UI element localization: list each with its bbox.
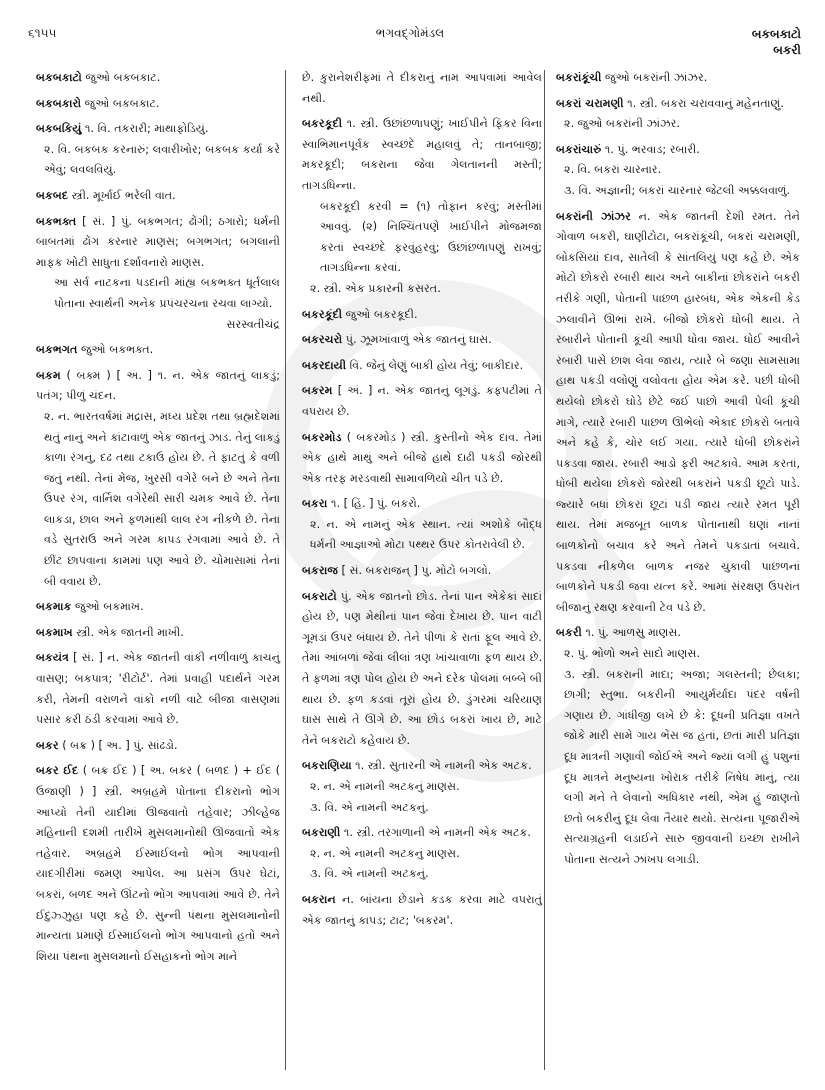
definition-text: ( બક્ર ઈદ ) [ અ. બકર ( બળદ ) + ઈદ ( ઉજાણી ) ] સ્ત્રી. અબ્રહમે પોતાના દીકરાનો ભોગ આપ્યો તેની યાદીમાં ઊજવાતો તહેવાર; ઝીલ્હેજ મહિનાની દશમી તારીખે મુસલમાનોથી ઊજવાતો એક તહેવાર. અબ્રહમે ઈસ્માઈલનો ભોગ આપવાની યાદગીરીમાં જમણ આપેલ. આ પ્રસંગ ઉપર ઘેટાં, બકરાં, બળદ અને ઊંટનો ભોગ આપવામાં આવે છે. તેને ઈદુઝ્ઝુહા પણ કહે છે. સુન્ની પંથના મુસલમાનોની માન્યતા પ્રમાણે ઈસ્માઈલનો ભોગ આપવાનો હતો અને શિયા પંથના મુસલમાનો ઈસહાકનો ભોગ માને — [36, 764, 281, 963]
dictionary-entry — [302, 561, 542, 582]
dictionary-entry — [302, 756, 542, 818]
definition-text: ૧. વિ. તકરારી; માથાફોડિયું. — [81, 122, 209, 136]
page-header — [0, 26, 825, 66]
headword: બકરા — [302, 497, 328, 511]
definition-text: પું. ઝૂમખાંવાળું એક જાતનું ઘાસ. — [342, 333, 492, 347]
sub-sense: ૨. પું. ભોળો અને સાદો માણસ. — [564, 647, 700, 661]
headword: બકબદ — [36, 188, 69, 202]
headword: બકરાં ચરામણી — [556, 96, 624, 110]
column-3 — [556, 68, 800, 876]
dictionary-entry — [36, 212, 280, 336]
sub-sense: ૩. સ્ત્રી. બકરાની માદા; અજા; ગલસ્તની; છેલકા; છાગી; સ્તુભા. બકરીની આયુર્મર્યાદા પંદર વર્ષની ગણાય છે. ગાંધીજી લખે છે કે: દૂધની પ્રતિજ્ઞા વખતે જોકે મારી સામે ગાય ભેંસ જ હતાં, છતાં મારી પ્રતિજ્ઞા દૂધ માત્રની ગણાવી જોઈએ અને જ્યાં લગી હું પશુનાં દૂધ માત્રને મનુષ્યના ખોરાક તરીકે નિષેધ માનું, ત્યાં લગી મને તે લેવાનો અધિકાર નથી, એમ હું જાણતો છતો બકરીનું દૂધ લેવા તૈયાર થયો. સત્યના પૂજારીએ સત્યાગ્રહની લડાઈને સારુ જીવવાની ઇચ્છા રાખીને પોતાના સત્યને ઝાંખપ લગાડી. — [564, 667, 800, 866]
headword: બકરચરો — [302, 333, 343, 347]
headword: બકરકૂદી — [302, 117, 343, 131]
definition-text: ૧. સ્ત્રી. બકરાં ચરાવવાનું મહેનતાણું. — [623, 96, 784, 110]
headword: બકભગત — [36, 343, 78, 357]
dictionary-entry — [36, 94, 280, 115]
dictionary-entry — [36, 68, 280, 89]
dictionary-entry — [302, 823, 542, 885]
dictionary-entry — [36, 648, 280, 730]
headword: બકબકારો — [36, 96, 82, 110]
headword: બકર ઈદ — [36, 764, 79, 778]
sub-sense: ૩. વિ. એ નામની અટકનું. — [310, 867, 429, 881]
quote-source: સરસ્વતીચંદ્ર — [226, 317, 280, 331]
dictionary-entry — [36, 761, 280, 967]
definition-text: જુઓ બકરાંની ઝાંઝર. — [601, 71, 708, 84]
column-2 — [302, 68, 542, 936]
headword: બકબકાટો — [36, 71, 82, 84]
sub-sense: ૩. વિ. એ નામની અટકનું. — [310, 800, 429, 814]
dictionary-entry — [302, 587, 542, 752]
definition-text: જુઓ બકરકૂદી. — [342, 307, 418, 321]
page-number: ૬૧૫૫ — [28, 26, 57, 40]
book-title: ભગવદ્ગોમંડલ — [375, 26, 445, 40]
definition-text: જુઓ બકબકાટ. — [81, 96, 160, 110]
sub-sense: ૨. વિ. બકરાં ચારનાર. — [564, 163, 662, 177]
dictionary-entry — [36, 623, 280, 644]
dictionary-entry — [36, 366, 280, 593]
headword: બકરદાયી — [302, 358, 347, 372]
headword: બકયંત્ર — [36, 651, 69, 665]
guide-word-first: બકબકાટો — [751, 27, 801, 41]
usage-quote: આ સર્વ નાટકના પડદાની માંહ્ય બકભક્ત ધૂર્તલાલ પોતાના સ્વાર્થની અનેક પ્રપંચરચના રચવા લાગ્યો. — [54, 276, 280, 310]
guide-words — [752, 26, 801, 58]
column-divider — [285, 70, 286, 1070]
headword: બકરાજ — [302, 564, 338, 578]
definition-text: [ સં. બકરાજન્ ] પું. મોટો બગલો. — [338, 564, 492, 578]
dictionary-entry — [302, 114, 542, 299]
definition-text: સ્ત્રી. મૂર્ખાઈ ભરેલી વાત. — [68, 188, 176, 202]
definition-text: [ સં. ] ન. એક જાતની વાંકી નળીવાળું કાચનું વાસણ; બકપાત્ર; 'રીટોર્ટ'. તેમાં પ્રવાહી પદાર્થને ગરમ કરી, તેમની વરાળને વાંકો નળી વાટે બીજા વાસણમાં પસાર કરી ઠંડી કરવામાં આવે છે. — [36, 651, 280, 727]
definition-text: પું. એક જાતનો છોડ. તેનાં પાન એકેકાં સાદાં હોય છે, પણ મેથીનાં પાન જેવાં દેખાય છે. પાન વાટી ગૂમડાં ઉપર બંધાય છે. તેને પીળાં કે રાતાં ફૂલ આવે છે. તેમાં આંબળાં જેવાં લીલાં ત્રણ ખાંચાવાળાં ફળ થાય છે. તે ફળમાં ત્રણ પોલ હોય છે અને દરેક પોલમાં બબ્બે બી થાય છે. ફળ કડવાં તૂરાં હોય છે. ડુંગરમાં ચરિયાણ ઘાસ સાથે તે ઊગે છે. આ છોડ બકરાં ખાય છે, માટે તેને બકરાટો કહેવાય છે. — [302, 589, 542, 747]
dictionary-entry — [556, 140, 800, 202]
dictionary-entry — [556, 207, 800, 619]
definition-text: ન. બાંયના છેડાને કડક કરવા માટે વપરાતું એક જાતનું કાપડ; ટાટ; 'બકરમ'. — [302, 892, 542, 927]
definition-text: વિ. જેનું લેણું બાકી હોય તેવું; બાકીદાર. — [346, 358, 524, 372]
headword: બકરાટો — [302, 589, 337, 603]
sub-sense: ૨. ન. ભારતવર્ષમાં મદ્રાસ, મધ્ય પ્રદેશ તથા બ્રહ્મદેશમાં થતું નાનું અને કાંટાવાળું એક જાતનું ઝાડ. તેનું લાકડું કાળા રંગનું, દઢ તથા ટકાઉ હોય છે. તે ફાટતું કે વળી જતું નથી. તેનાં મેજ, ખુરસી વગેરે બને છે અને તેના ઉપર રંગ, વાર્નિશ વગેરેથી સારી ચમક આવે છે. તેના લાકડા, છાલ અને ફળમાંથી લાલ રંગ નીકળે છે. તેના વડે સુતરાઉ અને ગરમ કાપડ રંગવામાં આવે છે. તે છીંટ છાપવાના કામમાં પણ આવે છે. ચોમાસામાં તેનાં બી વવાય છે. — [44, 409, 280, 588]
definition-text: ૧. સ્ત્રી. ઉછાંછળાપણું; ખાઈપીને ફિકર વિના સ્વાભિમાનપૂર્વક સ્વચ્છંદે મહાલવું તે; તાનબાજી; મકરકૂદી; બકરાના જેવા ગેલતાનની મસ્તી; તાગડધિન્ના. — [302, 117, 542, 192]
dictionary-entry — [36, 340, 280, 361]
definition-text: ૧. સ્ત્રી. તરગાળાની એ નામની એક અટક. — [340, 826, 531, 840]
dictionary-entry — [302, 68, 542, 109]
definition-text: ( બક્મ ) [ અ. ] ૧. ન. એક જાતનું લાકડું; પતંગ; પીળું ચંદન. — [36, 368, 280, 403]
sub-sense: ૨. જુઓ બકરાંની ઝાંઝર. — [564, 117, 680, 131]
dictionary-entry — [556, 623, 800, 870]
definition-text: ૧. [ હિં. ] પું. બકરો. — [327, 497, 421, 511]
headword: બકરાંચારું — [556, 142, 602, 156]
sub-sense: ૨. વિ. બકબક કરનારું; લવારીખોર; બકબક કર્યા કરે એવું; લવલવિયું. — [44, 142, 280, 177]
dictionary-entry — [556, 68, 800, 89]
definition-text: ન. એક જાતની દેશી રમત. તેને ગોવાળ બકરી, ઘાણીટોટા, બકરાંકૂંચી, બકરાં ચરામણી, બોકસિયાં દાવ, સાતેલી કે સાંતલિયું પણ કહે છે. એક મોટો છોકરો રબારી થાય અને બાકીનાં છોકરાંને બકરી તરીકે ગણી, પોતાની પાછળ હારબંધ, એક એકની કેડ ઝલાવીને ઊભાં રાખે. બીજો છોકરો ધોબી થાય. તે રબારીને પોતાની કૂંચી આપી ધોવા જાય. ધોઈ આવીને રબારી પાસે છાશ લેવા જાય, ત્યારે બે જણા સામસામા હાથ પકડી વલોણું વલોવતા હોય એમ કરે. પછી ધોબી થયેલો છોકરો ઘોડે છેટે જઈ પાછો આવી પેલી કૂંચી માગે, ત્યારે રબારી પાછળ ઊભેલો એકાદ છોકરો બતાવે અને કહે કે, ચોર લઈ ગયા. ત્યારે ધોબી છોકરાંને પકડવા જાય. રબારી આડો ફરી અટકાવે. આમ કરતાં, ધોબી થયેલા છોકરો જોરથી બકરાંને પકડી છૂટો પાડે. જ્યારે બધાં છોકરાં છૂટાં પડી જાય ત્યારે રમત પૂરી થાય. તેમાં મજબૂત બાળક પોતાનાથી ઘણાં નાનાં બાળકોનો બચાવ કરે અને તેમને પકડાતાં બચાવે. પકડવા નીકળેલ બાળક નજર ચુકાવી પાછળનાં બાળકોને પકડી જવા યત્ન કરે. આમાં સંરક્ષણ ઉપરાંત બીજાનું રક્ષણ કરવાની ટેવ પડે છે. — [556, 209, 800, 614]
definition-text: જુઓ બકબકાટ. — [81, 71, 161, 84]
column-divider — [544, 70, 545, 1070]
definition-text: [ સં. ] પું. બકભગત; ઢોંગી; ઠગારો; ધર્મની બાબતમાં ઢોંગ કરનાર માણસ; બગભગત; બગલાની માફક ખોટી સાધુતા દર્શાવનારો માણસ. — [36, 214, 280, 269]
definition-text: ૧. પું. ભરવાડ; રબારી. — [601, 142, 700, 156]
dictionary-entry — [36, 186, 280, 207]
dictionary-entry — [556, 94, 800, 135]
headword: બકરી — [556, 626, 582, 640]
headword: બકબકિયું — [36, 122, 82, 136]
headword: બકમાક — [36, 600, 72, 614]
headword: બકરાન — [302, 892, 336, 906]
definition-text: જુઓ બકમાખ. — [71, 600, 144, 614]
definition-text: જુઓ બકભક્ત. — [77, 343, 154, 357]
definition-text: ૧. સ્ત્રી. સુતારની એ નામની એક અટક. — [351, 759, 532, 773]
dictionary-entry — [302, 494, 542, 556]
sub-sense: ૨. ન. એ નામની અટકનું માણસ. — [310, 846, 460, 860]
headword: બકરાંકૂંચી — [556, 71, 602, 84]
headword: બકરાણી — [302, 826, 341, 840]
headword: બકરમોડ — [302, 430, 342, 444]
definition-text: ( બકરમોડ઼ ) સ્ત્રી. કુસ્તીનો એક દાવ. તેમાં એક હાથે માથું અને બીજે હાથે દાઢી પકડી જોરથી એક તરફ મરડવાથી સામાવળિયો ચીત પડે છે. — [302, 430, 542, 485]
dictionary-entry — [302, 890, 542, 931]
headword: બકરાણિયા — [302, 759, 352, 773]
sub-sense: ૨. ન. એ નામની અટકનું માણસ. — [310, 780, 460, 793]
dictionary-entry — [36, 736, 280, 757]
headword: બકમ — [36, 368, 61, 382]
dictionary-entry — [302, 381, 542, 422]
dictionary-entry — [302, 330, 542, 351]
definition-text: છે. કુરાનેશરીફમાં તે દીકરાનું નામ આપવામાં આવેલ નથી. — [302, 71, 542, 105]
dictionary-entry — [36, 597, 280, 618]
dictionary-entry — [302, 356, 542, 377]
headword: બકર — [36, 738, 59, 752]
column-1 — [36, 68, 280, 972]
definition-text: સ્ત્રી. એક જાતની માખી. — [72, 625, 184, 639]
headword: બકરાંની ઝાંઝર — [556, 209, 631, 223]
sub-sense: ૩. વિ. અજ્ઞાની; બકરાં ચારનાર જેટલી અક્કલવાળું. — [564, 183, 791, 197]
dictionary-entry — [302, 428, 542, 490]
guide-word-last: બકરી — [773, 43, 801, 57]
dictionary-entry — [302, 305, 542, 326]
headword: બકરમ — [302, 384, 333, 398]
headword: બકમાખ — [36, 625, 73, 639]
definition-text: ( બક્ર ) [ અ. ] પું. સાંઢડો. — [58, 738, 178, 752]
headword: બકભક્ત — [36, 214, 77, 228]
sub-sense: ૨. સ્ત્રી. એક પ્રકારની કસરત. — [310, 281, 441, 295]
sub-sense: ૨. ન. એ નામનું એક સ્થાન. ત્યાં અશોકે બૌદ્ધ ધર્મની આજ્ઞાઓ મોટા પથ્થર ઉપર કોતરાવેલી છે. — [310, 517, 542, 552]
headword: બકરકૂંદી — [302, 307, 343, 321]
dictionary-entry — [36, 119, 280, 181]
definition-text: [ અં. ] ન. એક જાતનું લૂગડું. કફપટીમાં તે વપરાય છે. — [302, 384, 542, 418]
usage-quote: બકરકૂદી કરવી = (૧) તોફાન કરવું; મસ્તીમાં આવવું. (૨) નિશ્ચિંતપણે ખાઈપીને મોજમજા કરતાં સ્વચ્છંદે ફરવુંહરવું; ઉછાંછળાપણું રાખવું; તાગડધિન્ના કરવાં. — [320, 199, 542, 275]
definition-text: ૧. પું. આળસુ માણસ. — [581, 626, 681, 640]
